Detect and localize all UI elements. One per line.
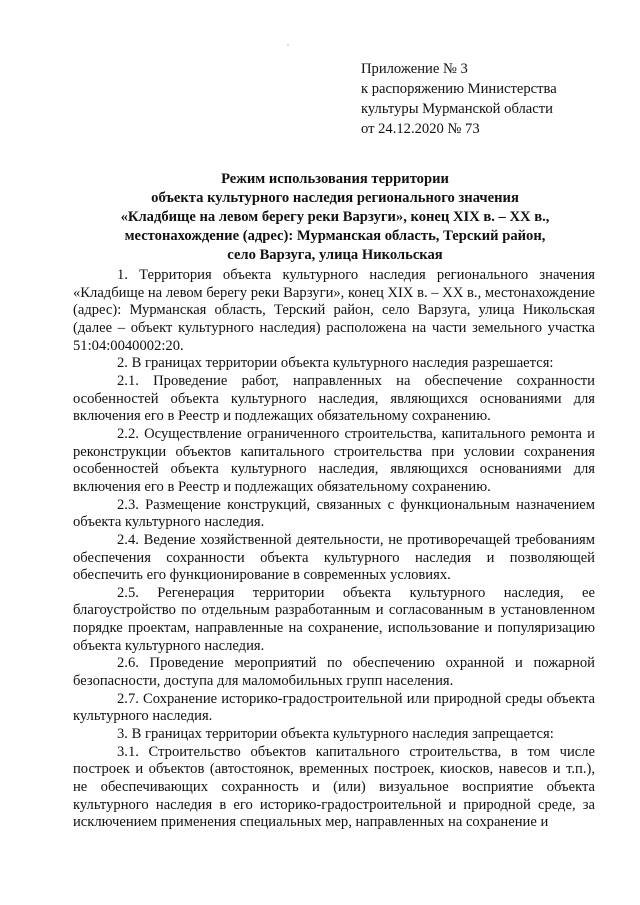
paragraph-1: 1. Территория объекта культурного наследия регионального значения «Кладбище на левом берегу реки Варзуги», конец XIX в. – XX в., местонахождение (адрес): Мурманская область, Терский район, село Варзуга, улица Никольская (далее – объект культурного наследия) расположена на части земельного участка 51:04:0040002:20.: [73, 267, 595, 354]
paragraph-2-1: 2.1. Проведение работ, направленных на обеспечение сохранности особенностей объекта культурного наследия, являющихся основаниями для включения его в Реестр и подлежащих обязательному сохранению.: [73, 372, 595, 425]
appendix-header: [361, 59, 611, 139]
appendix-region: культуры Мурманской области: [361, 101, 553, 117]
appendix-number: Приложение № 3: [361, 61, 468, 77]
title-line-1: Режим использования территории: [221, 171, 449, 187]
paragraph-2-4: 2.4. Ведение хозяйственной деятельности, не противоречащей требованиям обеспечения сохранности объекта культурного наследия и позволяющей обеспечить его функционирование в современных условиях.: [73, 531, 595, 584]
title-line-5: село Варзуга, улица Никольская: [227, 247, 443, 263]
paragraph-2-2: 2.2. Осуществление ограниченного строительства, капитального ремонта и реконструкции объектов капитального строительства при условии сохранения особенностей объекта культурного наследия, являющихся основаниями для включения его в Реестр и подлежащих обязательному сохранению.: [73, 425, 595, 495]
appendix-date: от 24.12.2020 № 73: [361, 121, 480, 137]
title-line-4: местонахождение (адрес): Мурманская область, Терский район,: [124, 228, 546, 244]
paragraph-2: 2. В границах территории объекта культурного наследия разрешается:: [117, 355, 554, 372]
paragraph-2-3: 2.3. Размещение конструкций, связанных с функциональным назначением объекта культурного наследия.: [73, 496, 595, 531]
paragraph-2-5: 2.5. Регенерация территории объекта культурного наследия, ее благоустройство по отдельным разработанным и согласованным в установленном порядке проектам, направленные на сохранение, использование и популяризацию объекта культурного наследия.: [73, 584, 595, 654]
title-line-2: объекта культурного наследия регионального значения: [151, 190, 519, 206]
appendix-ministry: к распоряжению Министерства: [361, 81, 557, 97]
paragraph-3: 3. В границах территории объекта культурного наследия запрещается:: [117, 726, 554, 743]
document-title: [80, 170, 590, 265]
paragraph-2-6: 2.6. Проведение мероприятий по обеспечению охранной и пожарной безопасности, доступа для маломобильных групп населения.: [73, 655, 595, 690]
document-body: [73, 267, 595, 832]
title-line-3: «Кладбище на левом берегу реки Варзуги», конец XIX в. – XX в.,: [120, 209, 550, 225]
paragraph-2-7: 2.7. Сохранение историко-градостроительной или природной среды объекта культурного наследия.: [73, 690, 595, 725]
paragraph-3-1: 3.1. Строительство объектов капитального строительства, в том числе построек и объектов (автостоянок, временных построек, киосков, навесов и т.п.), не обеспечивающих сохранность и (или) визуальное восприятие объекта культурного наследия в его историко-градостроительной и природной среде, за исключением применения специальных мер, направленных на сохранение и: [73, 743, 595, 831]
scan-speck: [287, 44, 289, 46]
